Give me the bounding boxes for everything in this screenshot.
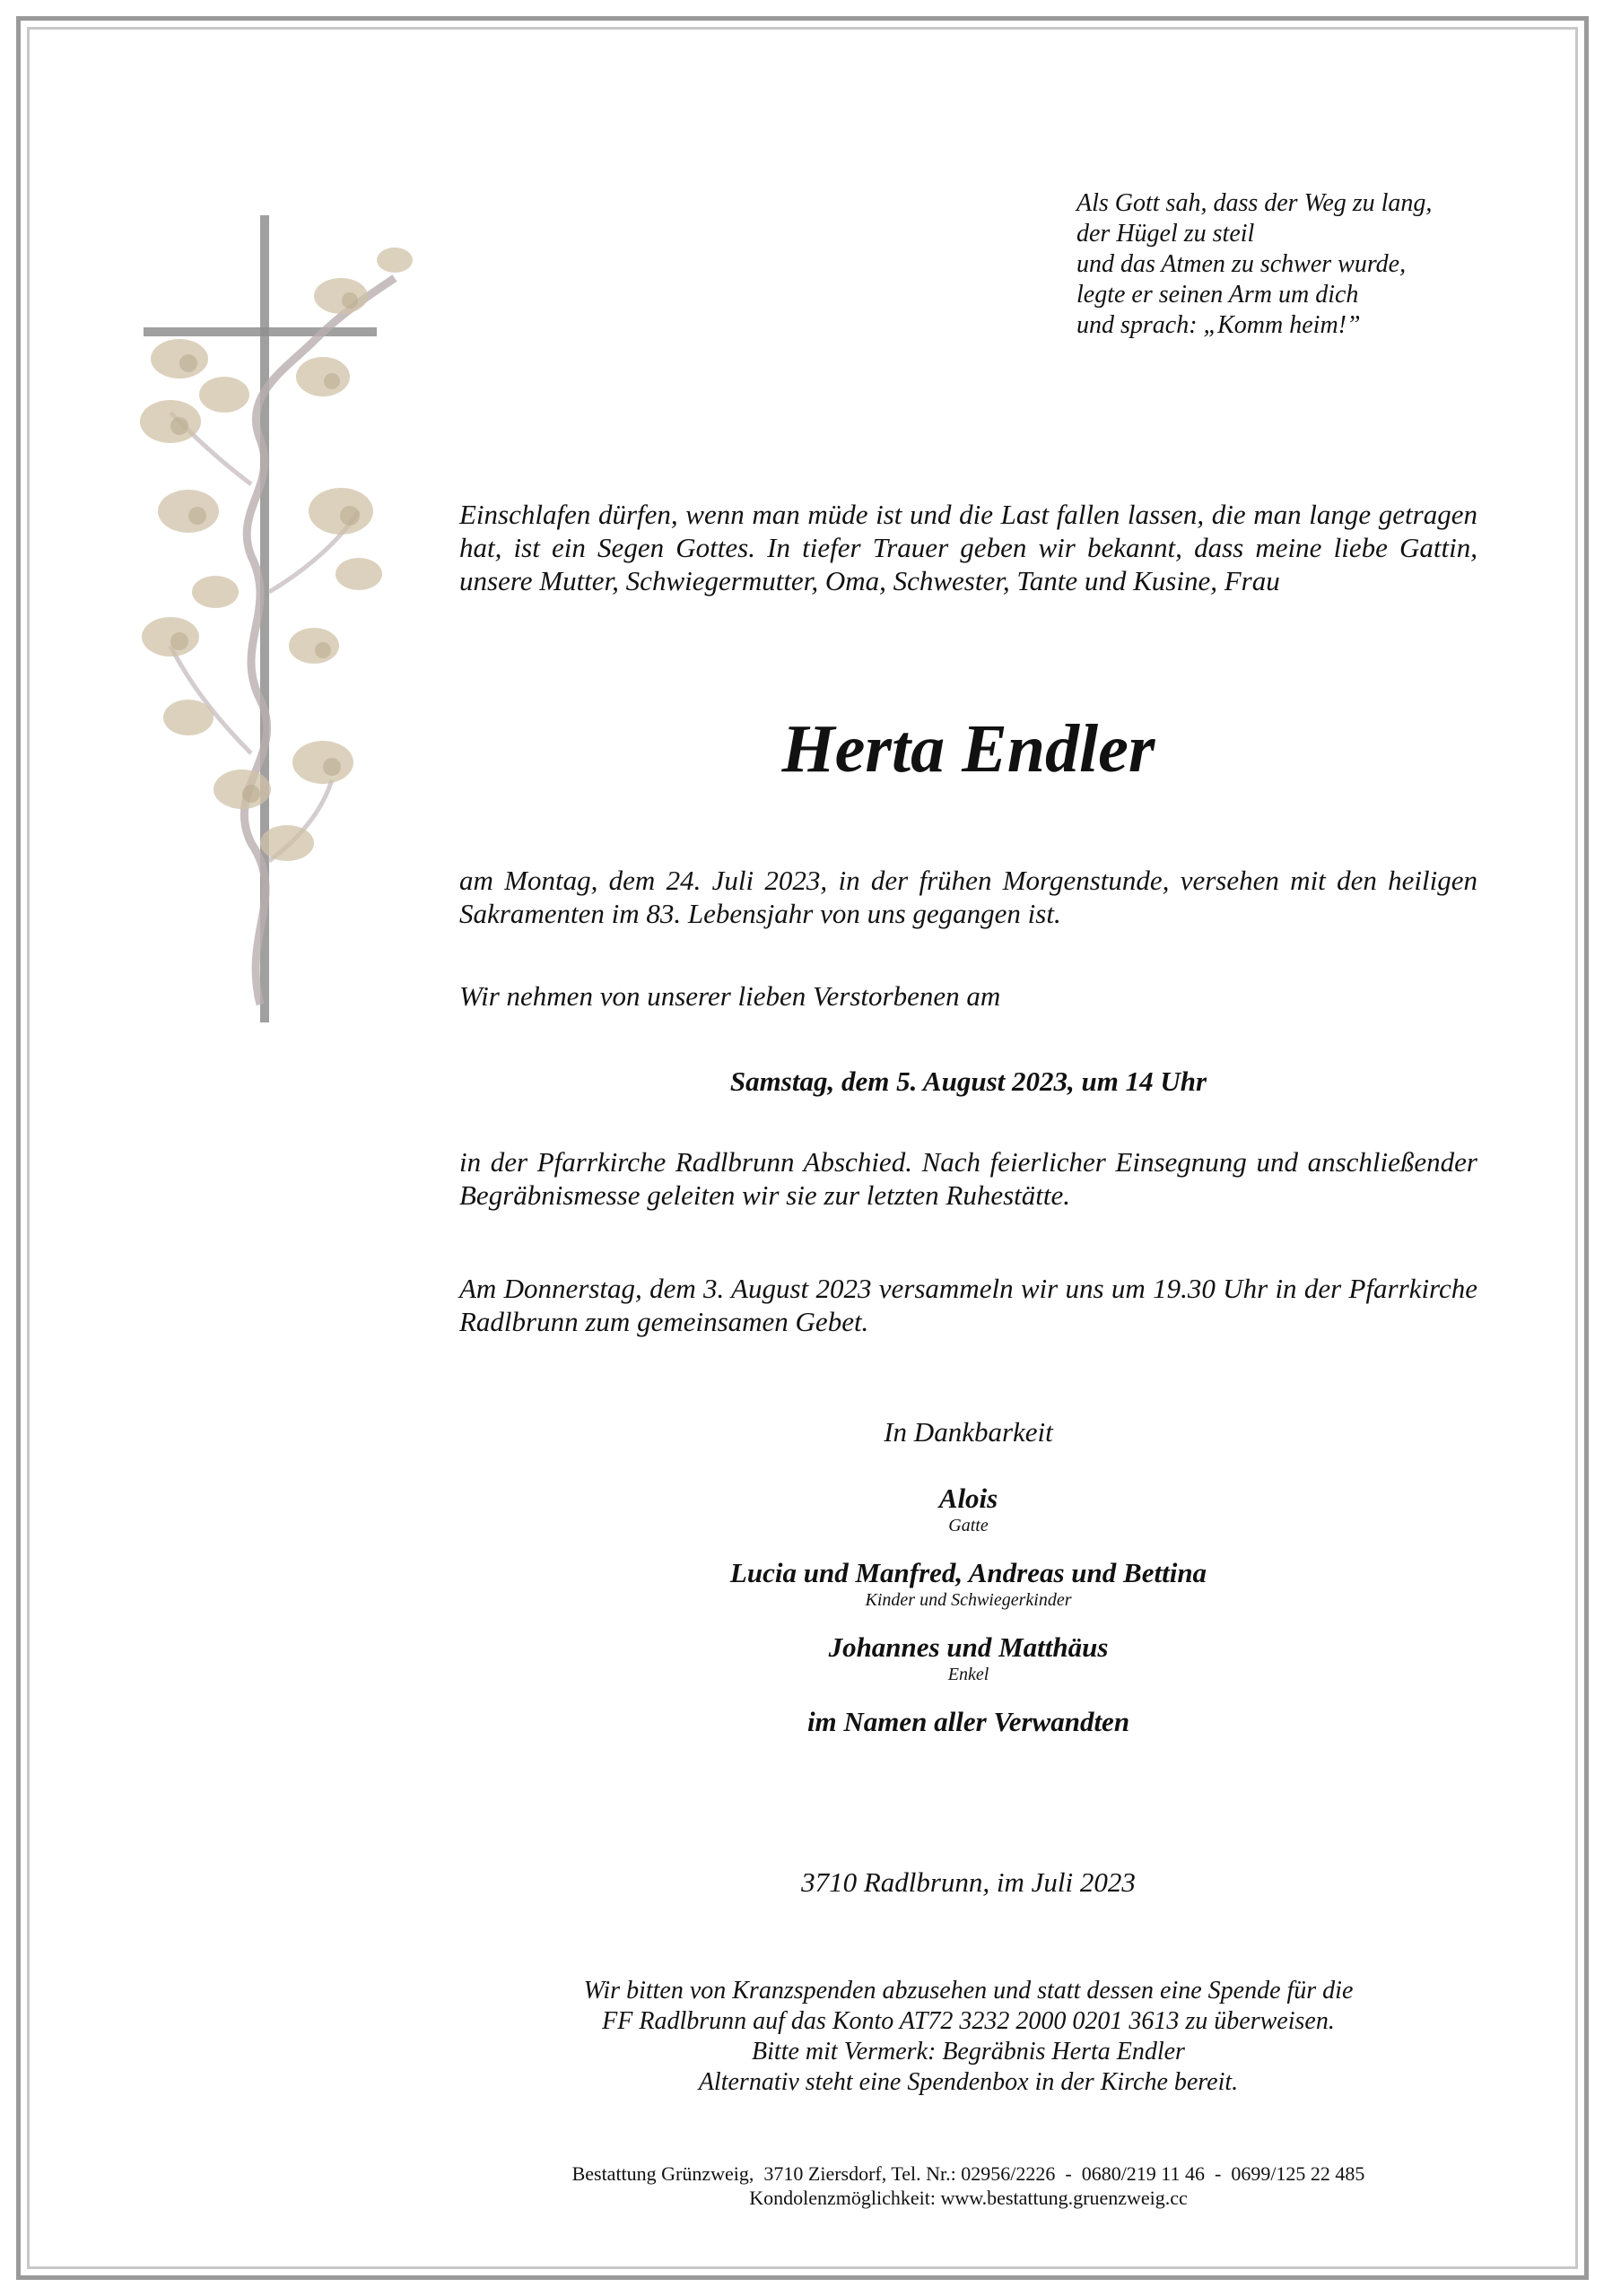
poem-line: und das Atmen zu schwer wurde, — [1076, 250, 1407, 278]
church-text: in der Pfarrkirche Radlbrunn Abschied. Nach feierlicher Einsegnung und anschließender Begräbnismesse geleiten wir sie zur letzten Ruhestätte. — [459, 1146, 1477, 1211]
footer-line: Kondolenzmöglichkeit: www.bestattung.gruenzweig.cc — [749, 2187, 1188, 2209]
poem-line: der Hügel zu steil — [1076, 220, 1255, 248]
donation-note — [459, 1976, 1477, 2098]
mourner-role: Kinder und Schwiegerkinder — [865, 1590, 1072, 1610]
gratitude: In Dankbarkeit — [884, 1416, 1053, 1448]
deceased-name: Herta Endler — [781, 711, 1155, 787]
funeral-date: Samstag, dem 5. August 2023, um 14 Uhr — [729, 1065, 1207, 1097]
mourners-list — [459, 1482, 1477, 1738]
mourner-name: Johannes und Matthäus — [828, 1631, 1109, 1663]
death-notice: am Montag, dem 24. Juli 2023, in der frühen Morgenstunde, versehen mit den heiligen Sakramenten im 83. Lebensjahr von uns gegangen ist. — [459, 865, 1477, 929]
cross-with-vine-icon — [135, 215, 422, 1049]
intro-text: Einschlafen dürfen, wenn man müde ist und die Last fallen lassen, die man lange getragen hat, ist ein Segen Gottes. In tiefer Trauer geben wir bekannt, dass meine liebe Gattin, unsere Mutter, Schwiegermutter, Oma, Schwester, Tante und Kusine, Frau — [459, 499, 1477, 596]
mourners-all: im Namen aller Verwandten — [806, 1706, 1130, 1737]
mourner-name: Lucia und Manfred, Andreas und Bettina — [729, 1557, 1207, 1588]
mourner-name: Alois — [938, 1483, 998, 1514]
poem-line: legte er seinen Arm um dich — [1076, 281, 1359, 309]
donation-line: Bitte mit Vermerk: Begräbnis Herta Endler — [752, 2038, 1185, 2066]
prayer-text: Am Donnerstag, dem 3. August 2023 versammeln wir uns um 19.30 Uhr in der Pfarrkirche Radlbrunn zum gemeinsamen Gebet. — [459, 1273, 1477, 1337]
mourner-role: Enkel — [947, 1665, 989, 1684]
mourner-role: Gatte — [948, 1516, 989, 1535]
donation-line: Wir bitten von Kranzspenden abzusehen und statt dessen eine Spende für die — [583, 1977, 1354, 2005]
poem-line: und sprach: „Komm heim!” — [1076, 311, 1361, 339]
poem-line: Als Gott sah, dass der Weg zu lang, — [1076, 189, 1433, 217]
place-date: 3710 Radlbrunn, im Juli 2023 — [801, 1866, 1136, 1898]
poem — [1076, 188, 1507, 341]
footer — [459, 2161, 1477, 2210]
farewell-intro: Wir nehmen von unserer lieben Verstorbenen am — [459, 980, 1001, 1012]
footer-line: Bestattung Grünzweig, 3710 Ziersdorf, Tel. Nr.: 02956/2226 - 0680/219 11 46 - 0699/125 22 485 — [571, 2162, 1365, 2185]
donation-line: Alternativ steht eine Spendenbox in der Kirche bereit. — [698, 2068, 1239, 2096]
donation-line: FF Radlbrunn auf das Konto AT72 3232 2000 0201 3613 zu überweisen. — [602, 2007, 1335, 2035]
